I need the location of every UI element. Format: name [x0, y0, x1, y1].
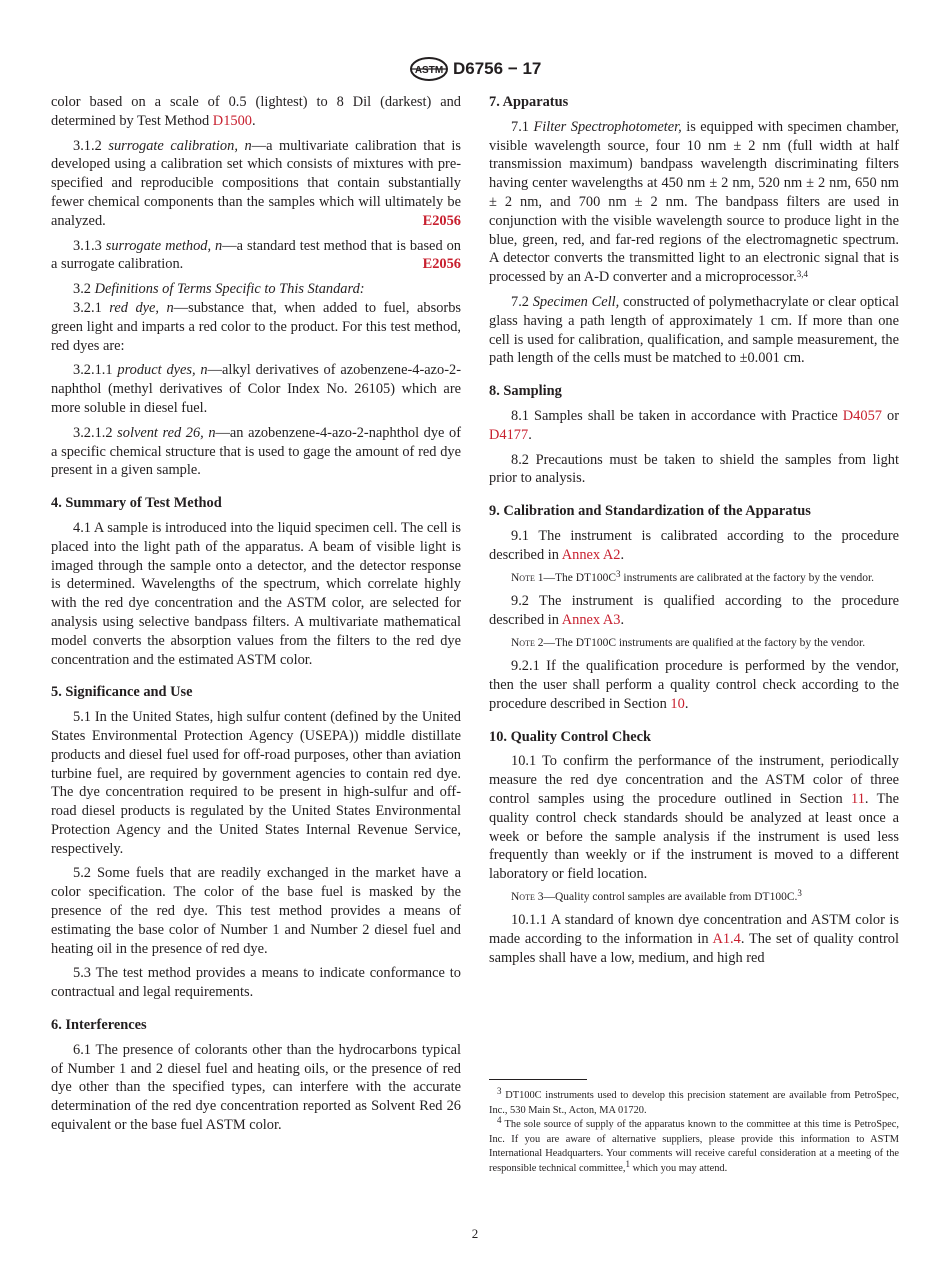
paragraph-5-3: 5.3 The test method provides a means to indicate conformance to contractual and legal requirements. [51, 965, 461, 1001]
paragraph-6-1: 6.1 The presence of colorants other than the hydrocarbons typical of Number 1 and 2 diesel fuel and heating oils, or the presence of red dye other than the specified types, can interfere with the accurate determination of the red dye concentration reported as Solvent Red 26 equivalent or the base fuel ASTM color. [51, 1041, 461, 1134]
link-d1500[interactable]: D1500 [212, 112, 252, 129]
paragraph-7-2: 7.2 Specimen Cell, constructed of polymethacrylate or clear optical glass having a path length of approximately 1 cm. If more than one cell is used for calibration, qualification, and sample measurement, the path length of the cells must be matched to ±0.001 cm. [489, 293, 899, 367]
section-heading: 5. Significance and Use [51, 684, 193, 701]
footnote-4: $^4$ The sole source of supply of the apparatus known to the committee at this time is PetroSpec, Inc. If you are aware of alternative suppliers, please provide this information to ASTM International Headquarters. Your comments will receive careful consideration at a meeting of the responsible technical committee,$^1$ which you may attend. [489, 1115, 899, 1174]
note-1: Note 1—The $DT100C^3$ instruments are calibrated at the factory by the vendor. [511, 568, 875, 584]
link-d4177[interactable]: D4177 [489, 426, 529, 443]
document-designation: D6756 − 17 [453, 59, 542, 78]
note-3: Note 3—Quality control samples are available from DT100C.$^3$ [511, 887, 802, 903]
right-column [489, 93, 899, 974]
link-section-11[interactable]: 11 [851, 790, 865, 807]
footnote-divider [489, 1079, 587, 1080]
section-heading: 8. Sampling [489, 383, 562, 400]
link-annex-a3[interactable]: Annex A3 [561, 611, 621, 628]
paragraph-5-2: 5.2 Some fuels that are readily exchanged in the market have a color specification. The color of the base fuel is masked by the presence of the red dye. This test method provides a means of estimating the base color of Number 1 and Number 2 diesel fuel and heating oil in the presence of red dye. [51, 865, 461, 957]
link-d4057[interactable]: D4057 [842, 407, 882, 424]
paragraph-8-1: 8.1 Samples shall be taken in accordance with Practice D4057 or D4177. [489, 407, 899, 443]
section-heading: 7. Apparatus [489, 94, 569, 110]
section-heading: 6. Interferences [51, 1017, 147, 1034]
definition-3-1-3: 3.1.3 surrogate method, n—a standard test method that is based on a surrogate calibration. E2056 [51, 237, 461, 273]
paragraph-7-1: 7.1 Filter Spectrophotometer, is equipped with specimen chamber, visible wavelength source, four 10 nm ± 2 nm (full width at half transmission maximum) bandpass wavelength discriminating filters having center wavelengths at 450 nm ± 2 nm, 520 nm ± 2 nm, 650 nm ± 2 nm, and 700 nm ± 2 nm. The bandpass filters are used in conjunction with the visible wavelength source to produce light in the blue, green, red, and far-red regions of the electromagnetic spectrum. A detector converts the transmitted light to an electronic signal that is processed by an A-D converter and a microprocessor.$^{3,4}$ [489, 118, 899, 286]
link-annex-a2[interactable]: Annex A2 [561, 546, 621, 563]
footnote-3: $^3$ DT100C instruments used to develop this precision statement are available from PetroSpec, Inc., 530 Main St., Acton, MA 01720. [489, 1086, 899, 1116]
svg-text:ASTM: ASTM [414, 65, 444, 76]
paragraph-9-2: 9.2 The instrument is qualified according to the procedure described in Annex A3. [489, 593, 899, 628]
definition-3-2-1-1: 3.2.1.1 product dyes, n—alkyl derivatives of azobenzene-4-azo-2-naphthol (methyl derivatives of Color Index No. 26105) which are more soluble in diesel fuel. [51, 362, 461, 416]
section-heading: 4. Summary of Test Method [51, 495, 222, 512]
footnotes [489, 1086, 899, 1177]
paragraph-9-2-1: 9.2.1 If the qualification procedure is performed by the vendor, then the user shall perform a quality control check according to the procedure described in Section 10. [489, 658, 899, 712]
ref-e2056[interactable]: E2056 [422, 212, 461, 229]
paragraph-10-1: 10.1 To confirm the performance of the instrument, periodically measure the red dye concentration and the ASTM color of three control samples using the procedure outlined in Section 11. The quality control check standards should be analyzed at least once a week or before the sample analysis if the instrument is used less frequently than weekly or if the instrument is moved to a different laboratory or field location. [489, 753, 899, 883]
paragraph-10-1-1: 10.1.1 A standard of known dye concentration and ASTM color is made according to the information in A1.4. The set of quality control samples shall have a low, medium, and high red [489, 912, 899, 966]
link-a1-4[interactable]: A1.4 [712, 931, 741, 948]
section-heading: 10. Quality Control Check [489, 728, 652, 745]
section-3-2: 3.2 Definitions of Terms Specific to This Standard: [73, 281, 365, 298]
paragraph-8-2: 8.2 Precautions must be taken to shield the samples from light prior to analysis. [489, 451, 899, 487]
left-column [51, 93, 461, 1141]
continued-paragraph: color based on a scale of 0.5 (lightest) to 8 Dil (darkest) and determined by Test Method D1500. [51, 94, 461, 129]
definition-3-1-2: 3.1.2 surrogate calibration, n—a multivariate calibration that is developed using a calibration set which consists of mixtures with pre-specified and reproducible compositions that contain substantially fewer chemical components than the samples which will ultimately be analyzed. E2056 [51, 137, 461, 229]
definition-3-2-1: 3.2.1 red dye, n—substance that, when added to fuel, absorbs green light and imparts a red color to the product. For this test method, red dyes are: [51, 299, 461, 354]
astm-logo-icon [409, 56, 449, 82]
section-heading: 9. Calibration and Standardization of the Apparatus [489, 503, 811, 520]
note-2: Note 2—The DT100C instruments are qualified at the factory by the vendor. [511, 636, 866, 649]
paragraph-4-1: 4.1 A sample is introduced into the liquid specimen cell. The cell is placed into the light path of the apparatus. A beam of visible light is imaged through the sample onto a detector, and the detector response is determined. Wavelengths of the spectrum, which correlate highly with the red dye concentration and the ASTM color, are selected for analysis using selective bandpass filters. A multivariate mathematical model converts the absorption values from the filters to the red dye concentration and the estimated ASTM color. [51, 519, 461, 668]
paragraph-5-1: 5.1 In the United States, high sulfur content (defined by the United States Environmental Protection Agency (USEPA)) middle distillate products and diesel fuel used for off-road purposes, other than aviation turbine fuel, are required by government agencies to contain red dye. The dye concentration required to be present in high-sulfur and off-road diesel products is regulated by the United States Environmental Protection Agency and the United States Internal Revenue Service, respectively. [51, 709, 461, 857]
page-header [0, 56, 950, 82]
page-number: 2 [471, 1226, 479, 1241]
ref-e2056[interactable]: E2056 [422, 256, 461, 273]
paragraph-9-1: 9.1 The instrument is calibrated according to the procedure described in Annex A2. [489, 527, 899, 563]
definition-3-2-1-2: 3.2.1.2 solvent red 26, n—an azobenzene-4-azo-2-naphthol dye of a specific chemical structure that is used to gage the amount of red dye present in a given sample. [51, 424, 462, 479]
link-section-10[interactable]: 10 [670, 695, 685, 712]
